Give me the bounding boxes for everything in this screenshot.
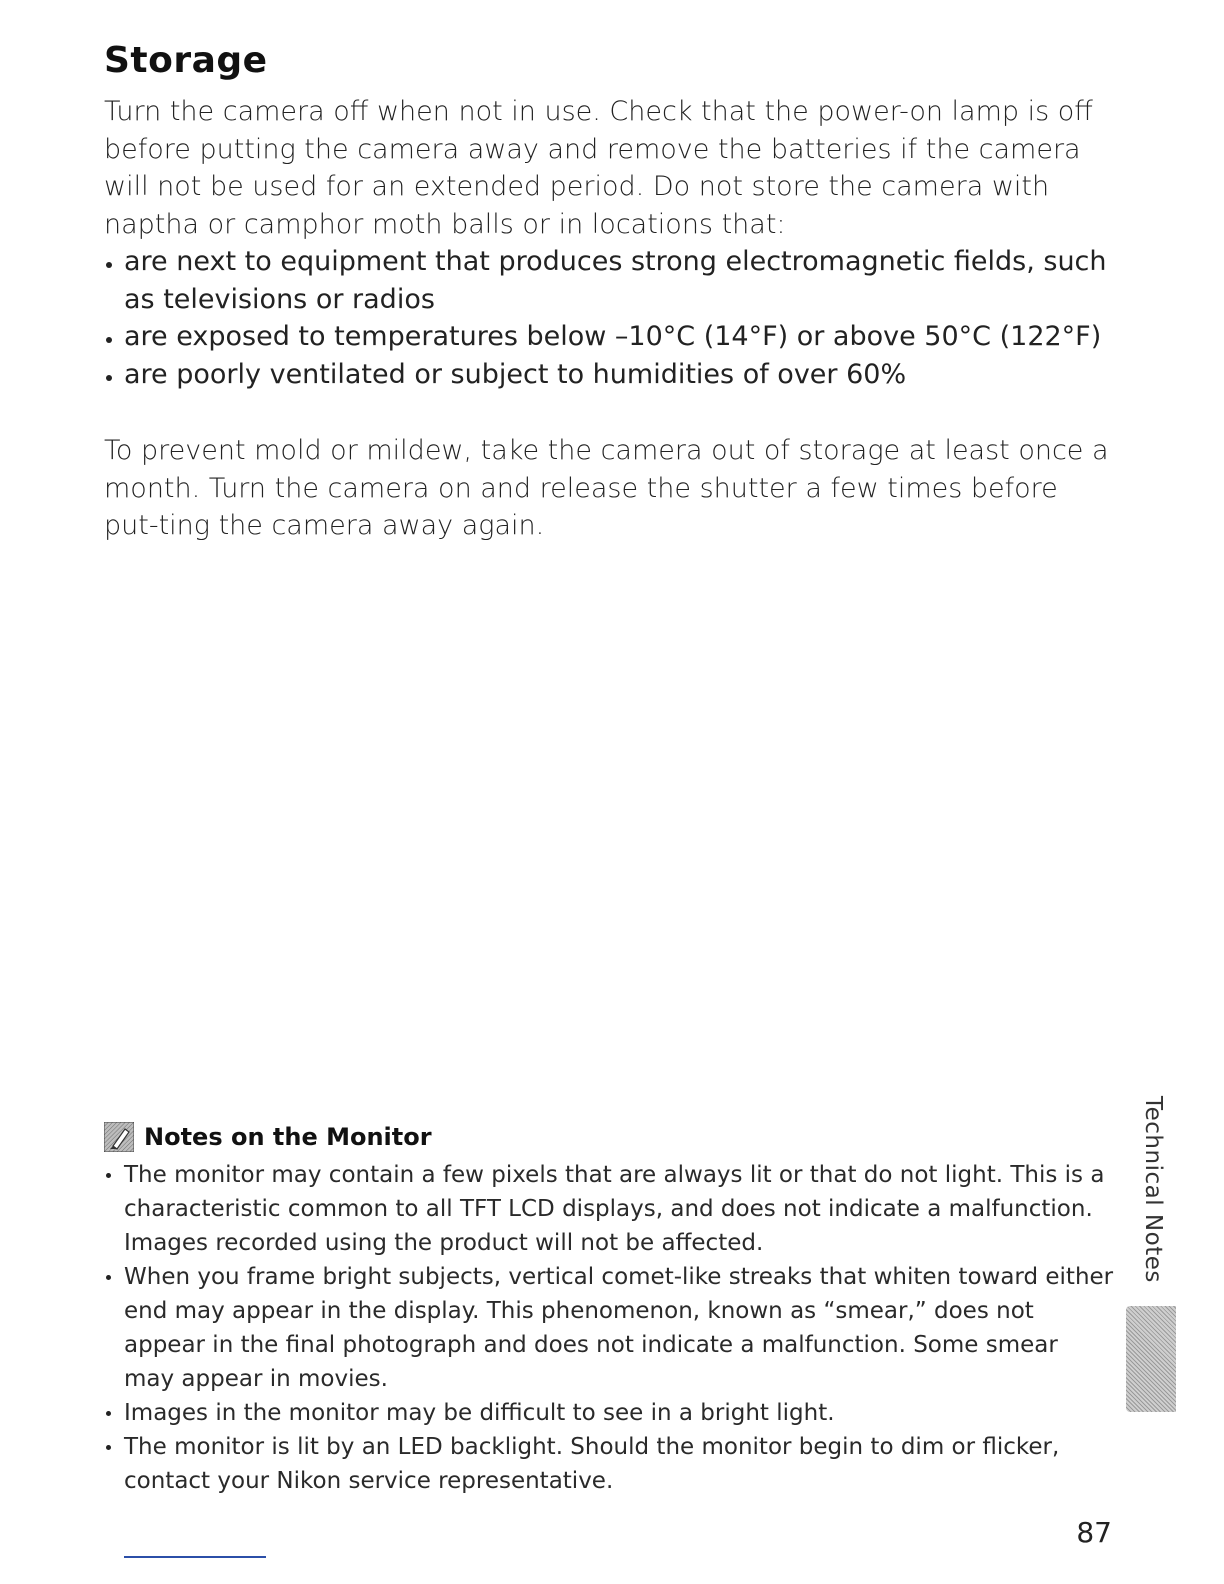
list-item: The monitor is lit by an LED backlight. Should the monitor begin to dim or flicker, contact your Nikon service representative. <box>104 1430 1114 1498</box>
storage-locations-list <box>104 243 1114 393</box>
footer-rule <box>124 1556 266 1558</box>
storage-intro-paragraph: Turn the camera off when not in use. Check that the power-on lamp is off before putting the camera away and remove the batteries if the camera will not be used for an extended period. Do not store the camera with naptha or camphor moth balls or in locations that: <box>104 96 1093 240</box>
page-number: 87 <box>1076 1516 1112 1549</box>
list-item: are exposed to temperatures below –10°C (14°F) or above 50°C (122°F) <box>104 318 1114 356</box>
monitor-notes-list <box>104 1158 1114 1498</box>
note-pencil-icon <box>104 1122 134 1152</box>
list-item: Images in the monitor may be difficult to see in a bright light. <box>104 1396 1114 1430</box>
side-tab-label: Technical Notes <box>1140 1096 1166 1283</box>
section-title: Storage <box>104 40 268 81</box>
notes-title: Notes on the Monitor <box>144 1123 432 1151</box>
list-item: are next to equipment that produces strong electromagnetic fields, such as televisions or radios <box>104 243 1114 318</box>
notes-header <box>104 1122 432 1152</box>
list-item: are poorly ventilated or subject to humidities of over 60% <box>104 356 1114 394</box>
mold-prevention-paragraph: To prevent mold or mildew, take the camera out of storage at least once a month. Turn the camera on and release the shutter a few times before put-ting the camera away again. <box>104 435 1109 541</box>
side-tab-marker <box>1126 1306 1176 1412</box>
list-item: When you frame bright subjects, vertical comet-like streaks that whiten toward either end may appear in the display. This phenomenon, known as “smear,” does not appear in the final photograph and does not indicate a malfunction. Some smear may appear in movies. <box>104 1260 1114 1396</box>
list-item: The monitor may contain a few pixels that are always lit or that do not light. This is a characteristic common to all TFT LCD displays, and does not indicate a malfunction. Images recorded using the product will not be affected. <box>104 1158 1114 1260</box>
